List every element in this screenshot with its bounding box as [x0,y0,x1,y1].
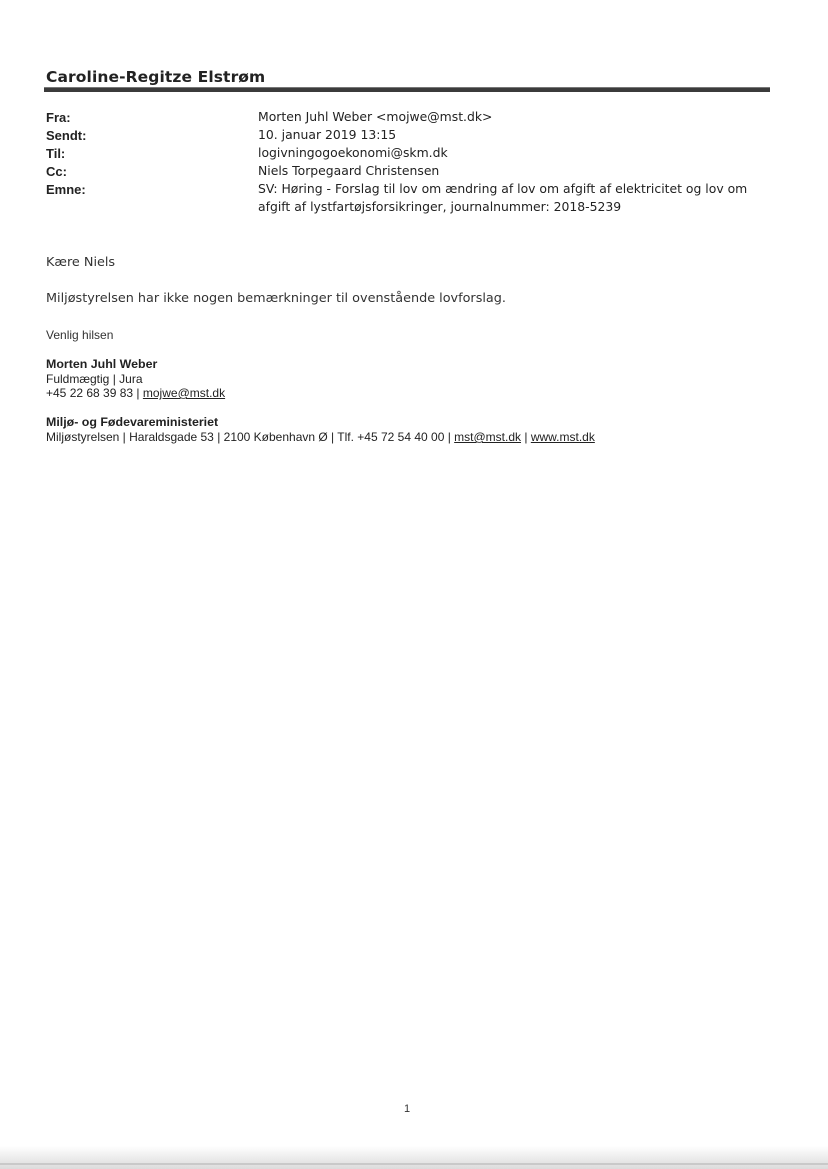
signature-email-link[interactable]: mojwe@mst.dk [142,386,226,400]
body-paragraph: Miljøstyrelsen har ikke nogen bemærkninger til ovenstående lovforslag. [46,291,506,306]
to-value: logivningogoekonomi@skm.dk [258,145,448,160]
to-label: Til: [46,146,66,161]
mailbox-owner-name: Caroline-Regitze Elstrøm [46,68,266,86]
signature-name: Morten Juhl Weber [46,357,158,371]
org-website-link[interactable]: www.mst.dk [530,430,595,444]
scan-edge-shade [0,1146,828,1169]
sent-value: 10. januar 2019 13:15 [258,127,397,142]
scan-edge-line [0,1163,828,1165]
from-value: Morten Juhl Weber <mojwe@mst.dk> [258,109,493,124]
cc-label: Cc: [46,164,67,179]
signature-org-line [46,430,595,444]
subject-label: Emne: [46,182,86,197]
org-email-link[interactable]: mst@mst.dk [454,430,522,444]
signature-title: Fuldmægtig | Jura [46,372,143,386]
from-label: Fra: [46,110,71,125]
cc-value: Niels Torpegaard Christensen [258,163,440,178]
sent-label: Sendt: [46,128,87,143]
closing: Venlig hilsen [46,328,114,342]
signature-contact [46,386,225,400]
subject-value: SV: Høring - Forslag til lov om ændring af lov om afgift af elektricitet og lov om afgift af lystfartøjsforsikringer, journalnummer: 2018-5239 [258,181,748,214]
header-divider [44,88,770,92]
org-separator: | [524,430,528,444]
signature-phone: +45 22 68 39 83 | [46,386,140,400]
page-number: 1 [404,1103,411,1115]
signature-org-name: Miljø- og Fødevareministeriet [46,415,219,429]
signature-org-address: Miljøstyrelsen | Haraldsgade 53 | 2100 København Ø | Tlf. +45 72 54 40 00 | [46,430,451,444]
greeting: Kære Niels [46,255,116,270]
